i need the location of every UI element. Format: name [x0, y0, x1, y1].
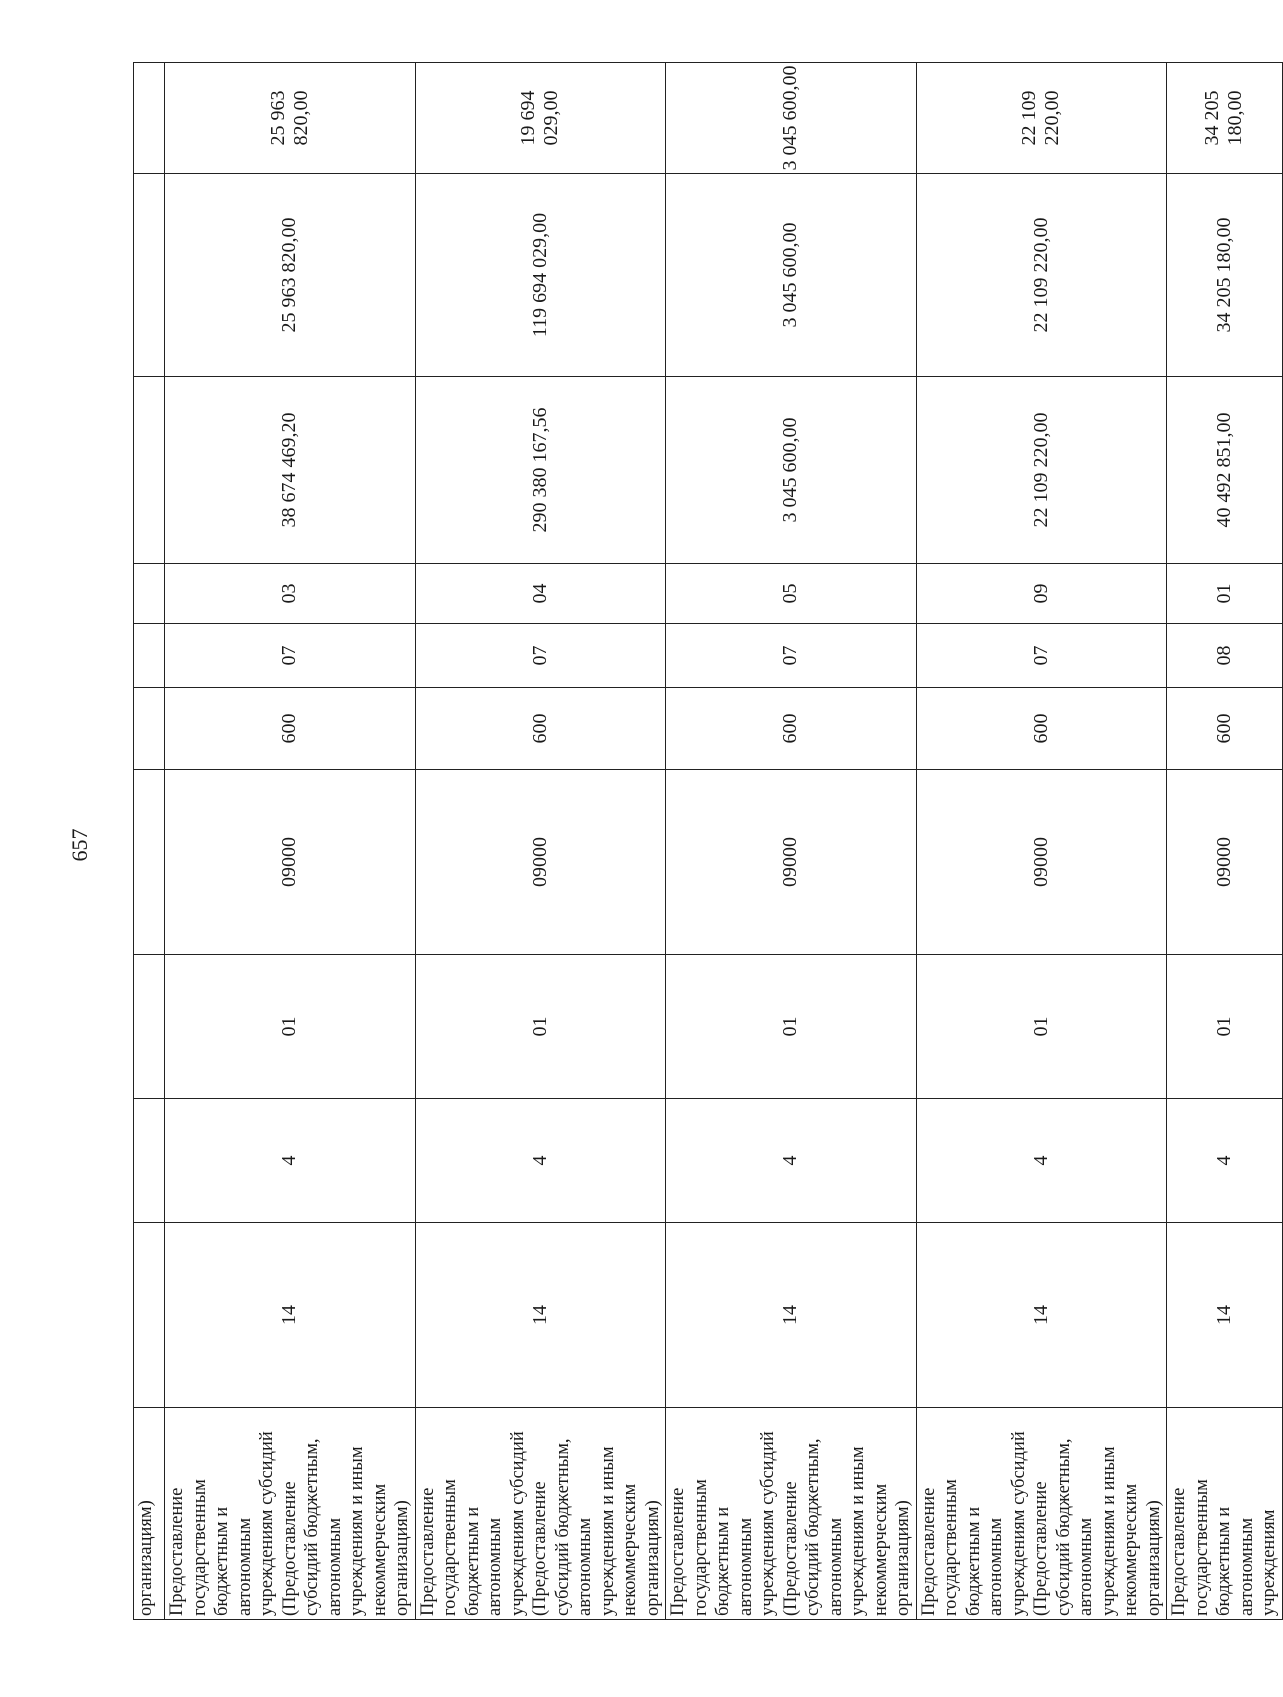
- continuation-row: [134, 63, 165, 1620]
- code-cell: 01: [916, 955, 1167, 1099]
- code-cell: 03: [165, 564, 416, 624]
- code-cell: 14: [666, 1223, 917, 1408]
- amount-cell: 34 205 180,00: [1167, 174, 1283, 377]
- code-cell: 09000: [415, 770, 666, 955]
- code-cell: 4: [666, 1099, 917, 1223]
- code-cell: 07: [165, 624, 416, 688]
- code-cell: 01: [165, 955, 416, 1099]
- continuation-cell: организациям): [134, 1408, 165, 1620]
- code-cell: 14: [1167, 1223, 1283, 1408]
- code-cell: 07: [415, 624, 666, 688]
- code-cell: 07: [666, 624, 917, 688]
- code-cell: 600: [666, 688, 917, 770]
- code-cell: 09000: [1167, 770, 1283, 955]
- code-cell: 01: [1167, 955, 1283, 1099]
- code-cell: 14: [165, 1223, 416, 1408]
- description-cell: Предоставление государственным бюджетным и автономным учреждениям субсидий (Предоставление субсидий бюджетным, автономным учреждениям и иным некоммерческим организациям): [666, 1408, 917, 1620]
- code-cell: 01: [666, 955, 917, 1099]
- description-cell: Предоставление государственным бюджетным и автономным учреждениям субсидий (Предоставление субсидий бюджетным, автономным учреждениям и иным некоммерческим организациям): [916, 1408, 1167, 1620]
- code-cell: 600: [415, 688, 666, 770]
- amount-cell: 19 694 029,00: [415, 63, 666, 174]
- code-cell: 4: [165, 1099, 416, 1223]
- code-cell: 14: [415, 1223, 666, 1408]
- amount-cell: 3 045 600,00: [666, 174, 917, 377]
- code-cell: 01: [1167, 564, 1283, 624]
- budget-table: [133, 62, 1283, 1620]
- amount-cell: 25 963 820,00: [165, 174, 416, 377]
- code-cell: 09000: [165, 770, 416, 955]
- amount-cell: 40 492 851,00: [1167, 377, 1283, 564]
- amount-cell: 22 109 220,00: [916, 377, 1167, 564]
- amount-cell: 119 694 029,00: [415, 174, 666, 377]
- code-cell: 08: [1167, 624, 1283, 688]
- description-cell: Предоставление государственным бюджетным и автономным учреждениям субсидий (Предоставление субсидий бюджетным, автономным учреждениям и иным некоммерческим организациям): [165, 1408, 416, 1620]
- amount-cell: 25 963 820,00: [165, 63, 416, 174]
- amount-cell: 38 674 469,20: [165, 377, 416, 564]
- amount-cell: 22 109 220,00: [916, 174, 1167, 377]
- code-cell: 600: [916, 688, 1167, 770]
- code-cell: 04: [415, 564, 666, 624]
- table-row: [916, 63, 1167, 1620]
- code-cell: 14: [916, 1223, 1167, 1408]
- code-cell: 05: [666, 564, 917, 624]
- table-row: [415, 63, 666, 1620]
- table-row: [666, 63, 917, 1620]
- amount-cell: 290 380 167,56: [415, 377, 666, 564]
- code-cell: 09000: [666, 770, 917, 955]
- amount-cell: 34 205 180,00: [1167, 63, 1283, 174]
- code-cell: 09000: [916, 770, 1167, 955]
- code-cell: 4: [916, 1099, 1167, 1223]
- code-cell: 09: [916, 564, 1167, 624]
- code-cell: 600: [165, 688, 416, 770]
- page-number: 657: [67, 828, 92, 862]
- table-row: [165, 63, 416, 1620]
- description-cell: Предоставление государственным бюджетным и автономным учреждениям: [1167, 1408, 1283, 1620]
- rotated-table-container: [133, 63, 1279, 1620]
- code-cell: 07: [916, 624, 1167, 688]
- table-row: [1167, 63, 1283, 1620]
- amount-cell: 3 045 600,00: [666, 63, 917, 174]
- code-cell: 4: [415, 1099, 666, 1223]
- code-cell: 600: [1167, 688, 1283, 770]
- code-cell: 01: [415, 955, 666, 1099]
- amount-cell: 22 109 220,00: [916, 63, 1167, 174]
- code-cell: 4: [1167, 1099, 1283, 1223]
- description-cell: Предоставление государственным бюджетным и автономным учреждениям субсидий (Предоставление субсидий бюджетным, автономным учреждениям и иным некоммерческим организациям): [415, 1408, 666, 1620]
- amount-cell: 3 045 600,00: [666, 377, 917, 564]
